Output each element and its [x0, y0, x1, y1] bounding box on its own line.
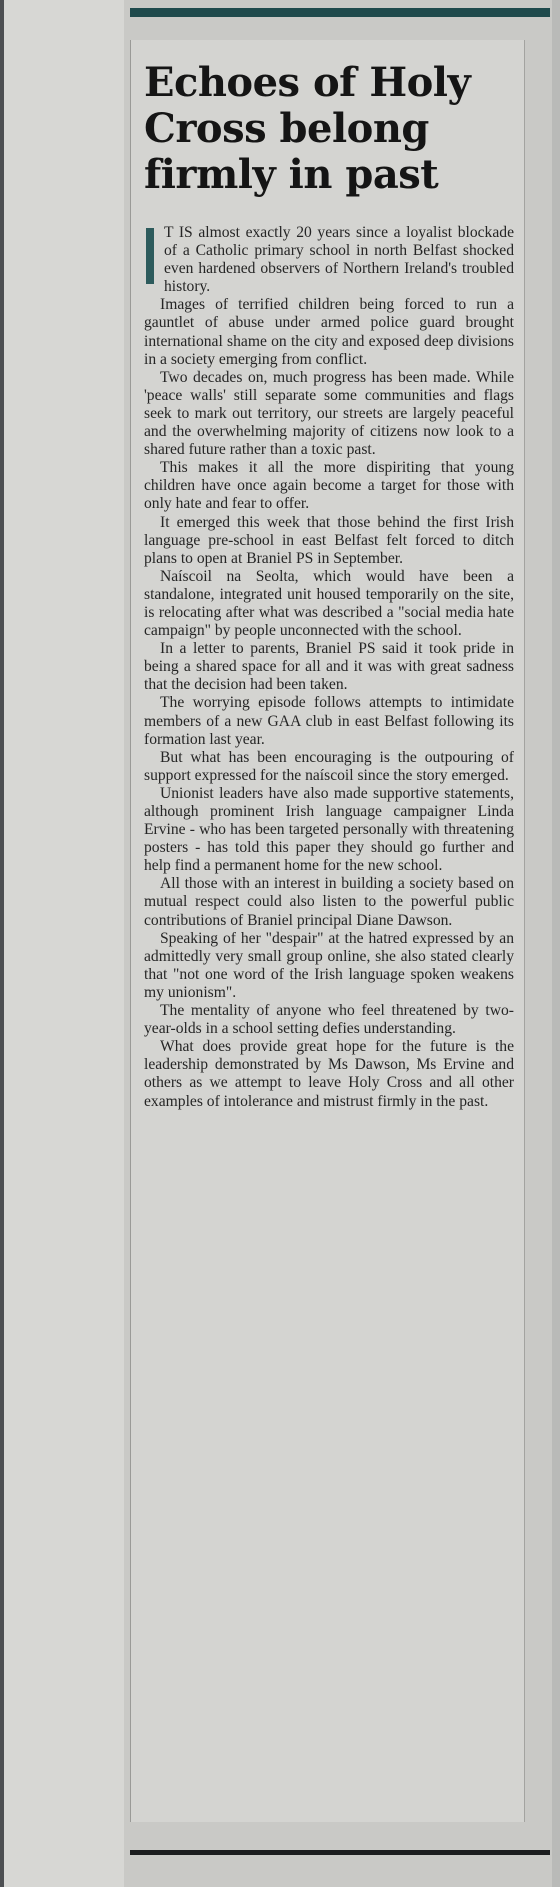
bottom-rule: [130, 1850, 550, 1855]
paragraph-13: The mentality of anyone who feel threatened by two-year-olds in a school setting defies understanding.: [144, 1002, 514, 1038]
top-rule: [130, 8, 550, 17]
drop-cap-bar: [146, 228, 154, 284]
paragraph-8: The worrying episode follows attempts to intimidate members of a new GAA club in east Belfast following its formation last year.: [144, 694, 514, 748]
paragraph-4: This makes it all the more dispiriting that young children have once again become a target for those with only hate and fear to offer.: [144, 459, 514, 513]
page-edge-right: [552, 0, 560, 1887]
paragraph-6: Naíscoil na Seolta, which would have been a standalone, integrated unit housed temporarily on the site, is relocating after what was described a "social media hate campaign" by people unconnected with the school.: [144, 567, 514, 640]
paragraph-11: All those with an interest in building a society based on mutual respect could also listen to the powerful public contributions of Braniel principal Diane Dawson.: [144, 875, 514, 929]
paragraph-9: But what has been encouraging is the outpouring of support expressed for the naíscoil since the story emerged.: [144, 748, 514, 784]
paragraph-12: Speaking of her "despair" at the hatred expressed by an admittedly very small group online, she also stated clearly that "not one word of the Irish language spoken weakens my unionism".: [144, 929, 514, 1001]
paragraph-14: What does provide great hope for the future is the leadership demonstrated by Ms Dawson, Ms Ervine and others as we attempt to leave Holy Cross and all other examples of intolerance and mistrust firmly in the past.: [144, 1038, 514, 1110]
paragraph-2: Images of terrified children being forced to run a gauntlet of abuse under armed police guard brought international shame on the city and exposed deep divisions in a society emerging from conflict.: [144, 296, 514, 368]
paragraph-5: It emerged this week that those behind the first Irish language pre-school in east Belfast felt forced to ditch plans to open at Braniel PS in September.: [144, 513, 514, 567]
paragraph-1: T IS almost exactly 20 years since a loyalist blockade of a Catholic primary school in north Belfast shocked even hardened observers of Northern Ireland's troubled history.: [144, 224, 514, 296]
editorial-column: [130, 40, 525, 1822]
paragraph-3: Two decades on, much progress has been made. While 'peace walls' still separate some communities and flags seek to mark out territory, our streets are largely peaceful and the overwhelming majority of citizens now look to a shared future rather than a toxic past.: [144, 368, 514, 459]
article-body: [144, 224, 514, 1111]
headline: Echoes of Holy Cross belong firmly in past: [144, 59, 471, 198]
paragraph-7: In a letter to parents, Braniel PS said it took pride in being a shared space for all and it was with great sadness that the decision had been taken.: [144, 640, 514, 694]
neighbouring-page-margin: [4, 0, 124, 1887]
paragraph-10: Unionist leaders have also made supportive statements, although prominent Irish language campaigner Linda Ervine - who has been targeted personally with threatening posters - has told this paper they should go further and help find a permanent home for the new school.: [144, 784, 514, 875]
